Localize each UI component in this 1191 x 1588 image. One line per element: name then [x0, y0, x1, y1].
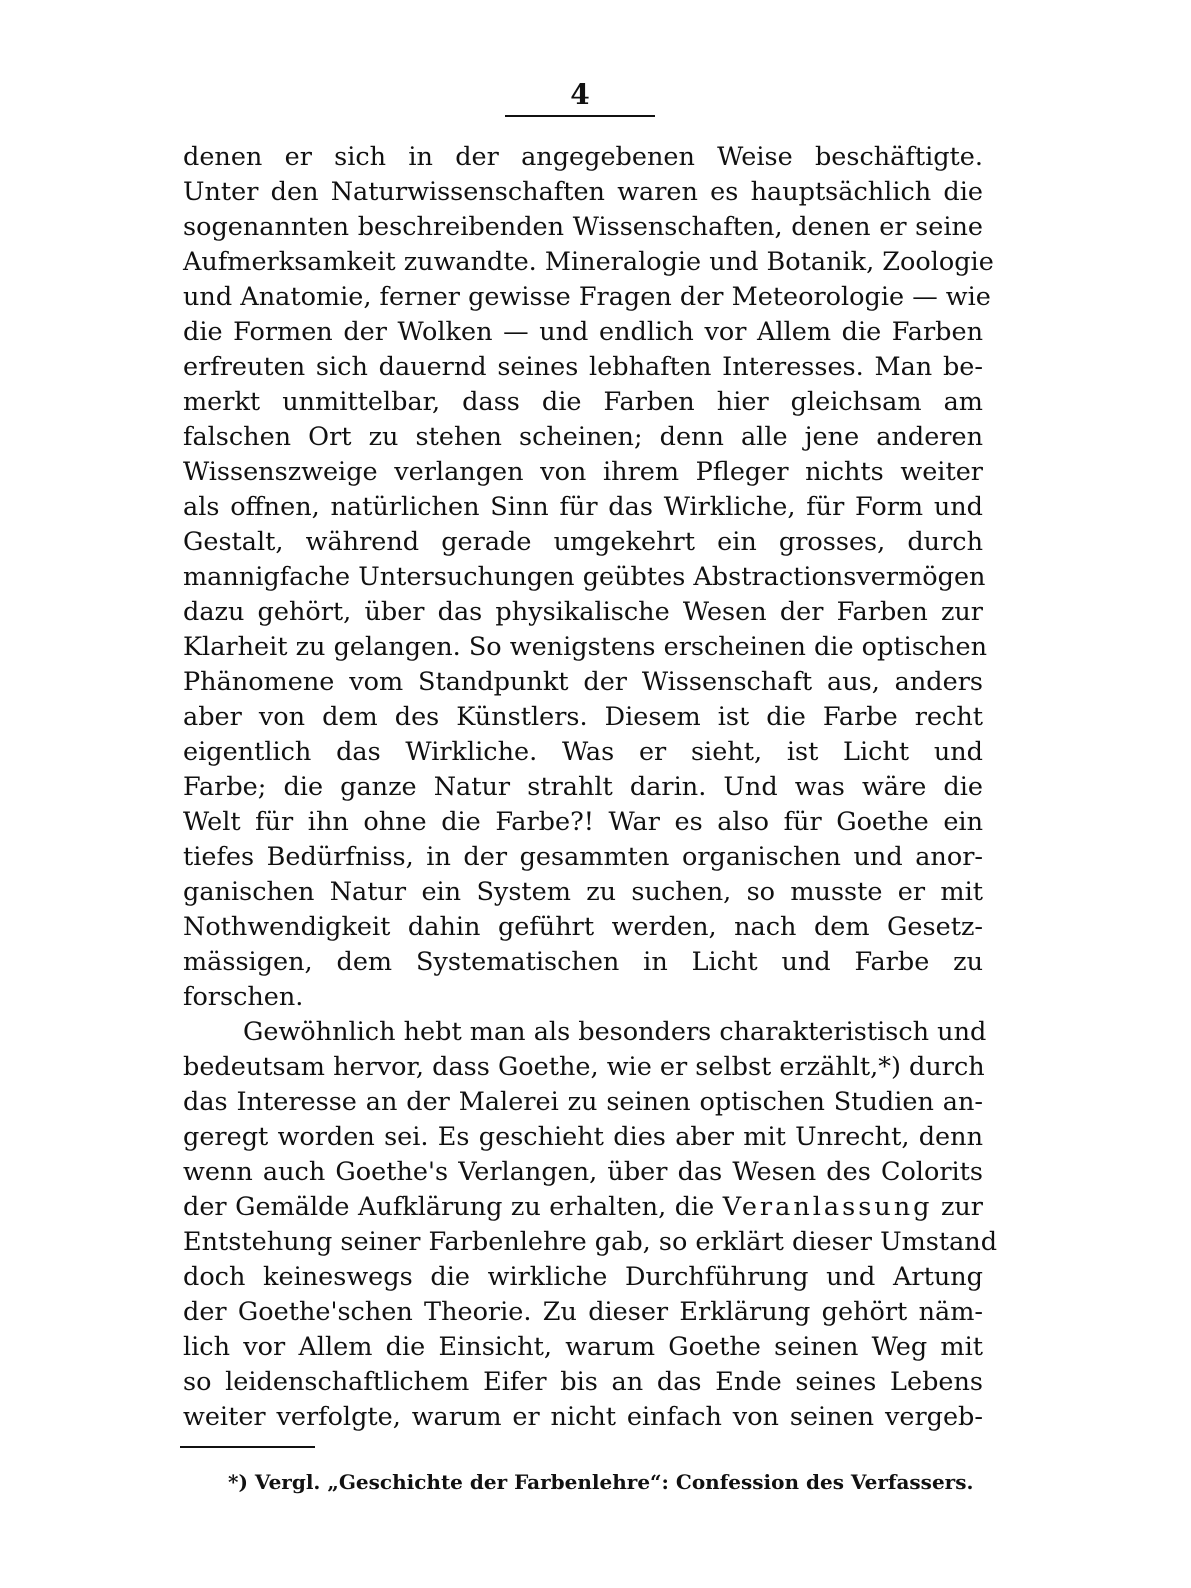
text-line: Unter den Naturwissenschaften waren es hauptsächlich die	[183, 177, 983, 207]
text-line: erfreuten sich dauernd seines lebhaften Interesses. Man be-	[183, 352, 983, 382]
body-text	[183, 140, 998, 1435]
text-line: Klarheit zu gelangen. So wenigstens erscheinen die optischen	[183, 632, 988, 662]
text-line: doch keineswegs die wirkliche Durchführung und Artung	[183, 1262, 983, 1292]
text-line: Wissenszweige verlangen von ihrem Pfleger nichts weiter	[183, 457, 983, 487]
text-line: bedeutsam hervor, dass Goethe, wie er selbst erzählt,*) durch	[183, 1052, 985, 1082]
text-line: dazu gehört, über das physikalische Wesen der Farben zur	[183, 597, 983, 627]
text-line: so leidenschaftlichem Eifer bis an das Ende seines Lebens	[183, 1367, 983, 1397]
text-line: Gewöhnlich hebt man als besonders charakteristisch und	[243, 1017, 987, 1047]
text-line: eigentlich das Wirkliche. Was er sieht, ist Licht und	[183, 737, 983, 767]
text-line: Entstehung seiner Farbenlehre gab, so erklärt dieser Umstand	[183, 1227, 998, 1257]
text-line: das Interesse an der Malerei zu seinen optischen Studien an-	[183, 1087, 983, 1117]
emphasized-word: Veranlassung	[722, 1192, 933, 1222]
text-line: sogenannten beschreibenden Wissenschaften, denen er seine	[183, 212, 983, 242]
footnote: *) Vergl. „Geschichte der Farbenlehre“: Confession des Verfassers.	[228, 1470, 974, 1494]
text-line: wenn auch Goethe's Verlangen, über das Wesen des Colorits	[183, 1157, 983, 1187]
header-rule	[505, 115, 655, 117]
text-line: merkt unmittelbar, dass die Farben hier gleichsam am	[183, 387, 983, 417]
text-segment: zur	[932, 1192, 983, 1222]
text-line: mässigen, dem Systematischen in Licht und Farbe zu	[183, 947, 983, 977]
text-line: geregt worden sei. Es geschieht dies aber mit Unrecht, denn	[183, 1122, 983, 1152]
text-line: ganischen Natur ein System zu suchen, so musste er mit	[183, 877, 983, 907]
text-line: falschen Ort zu stehen scheinen; denn alle jene anderen	[183, 422, 983, 452]
text-line-with-emphasis	[183, 1190, 983, 1225]
text-line: Phänomene vom Standpunkt der Wissenschaft aus, anders	[183, 667, 983, 697]
text-line: Gestalt, während gerade umgekehrt ein grosses, durch	[183, 527, 983, 557]
text-line: mannigfache Untersuchungen geübtes Abstractionsvermögen	[183, 562, 986, 592]
text-line: die Formen der Wolken — und endlich vor Allem die Farben	[183, 317, 983, 347]
text-line: und Anatomie, ferner gewisse Fragen der Meteorologie — wie	[183, 282, 991, 312]
page-number: 4	[570, 78, 590, 111]
text-line: lich vor Allem die Einsicht, warum Goethe seinen Weg mit	[183, 1332, 983, 1362]
text-line: denen er sich in der angegebenen Weise beschäftigte.	[183, 142, 983, 172]
text-line: der Goethe'schen Theorie. Zu dieser Erklärung gehört näm-	[183, 1297, 983, 1327]
text-line: Nothwendigkeit dahin geführt werden, nach dem Gesetz-	[183, 912, 983, 942]
text-line: forschen.	[183, 982, 304, 1012]
text-line: als offnen, natürlichen Sinn für das Wirkliche, für Form und	[183, 492, 983, 522]
text-line: tiefes Bedürfniss, in der gesammten organischen und anor-	[183, 842, 983, 872]
text-segment: der Gemälde Aufklärung zu erhalten, die	[183, 1192, 723, 1222]
text-line: Welt für ihn ohne die Farbe?! War es also für Goethe ein	[183, 807, 983, 837]
text-line: Farbe; die ganze Natur strahlt darin. Und was wäre die	[183, 772, 983, 802]
text-line: weiter verfolgte, warum er nicht einfach von seinen vergeb-	[183, 1402, 983, 1432]
footnote-rule	[180, 1446, 315, 1448]
text-line: Aufmerksamkeit zuwandte. Mineralogie und Botanik, Zoologie	[183, 247, 994, 277]
text-line: aber von dem des Künstlers. Diesem ist die Farbe recht	[183, 702, 983, 732]
